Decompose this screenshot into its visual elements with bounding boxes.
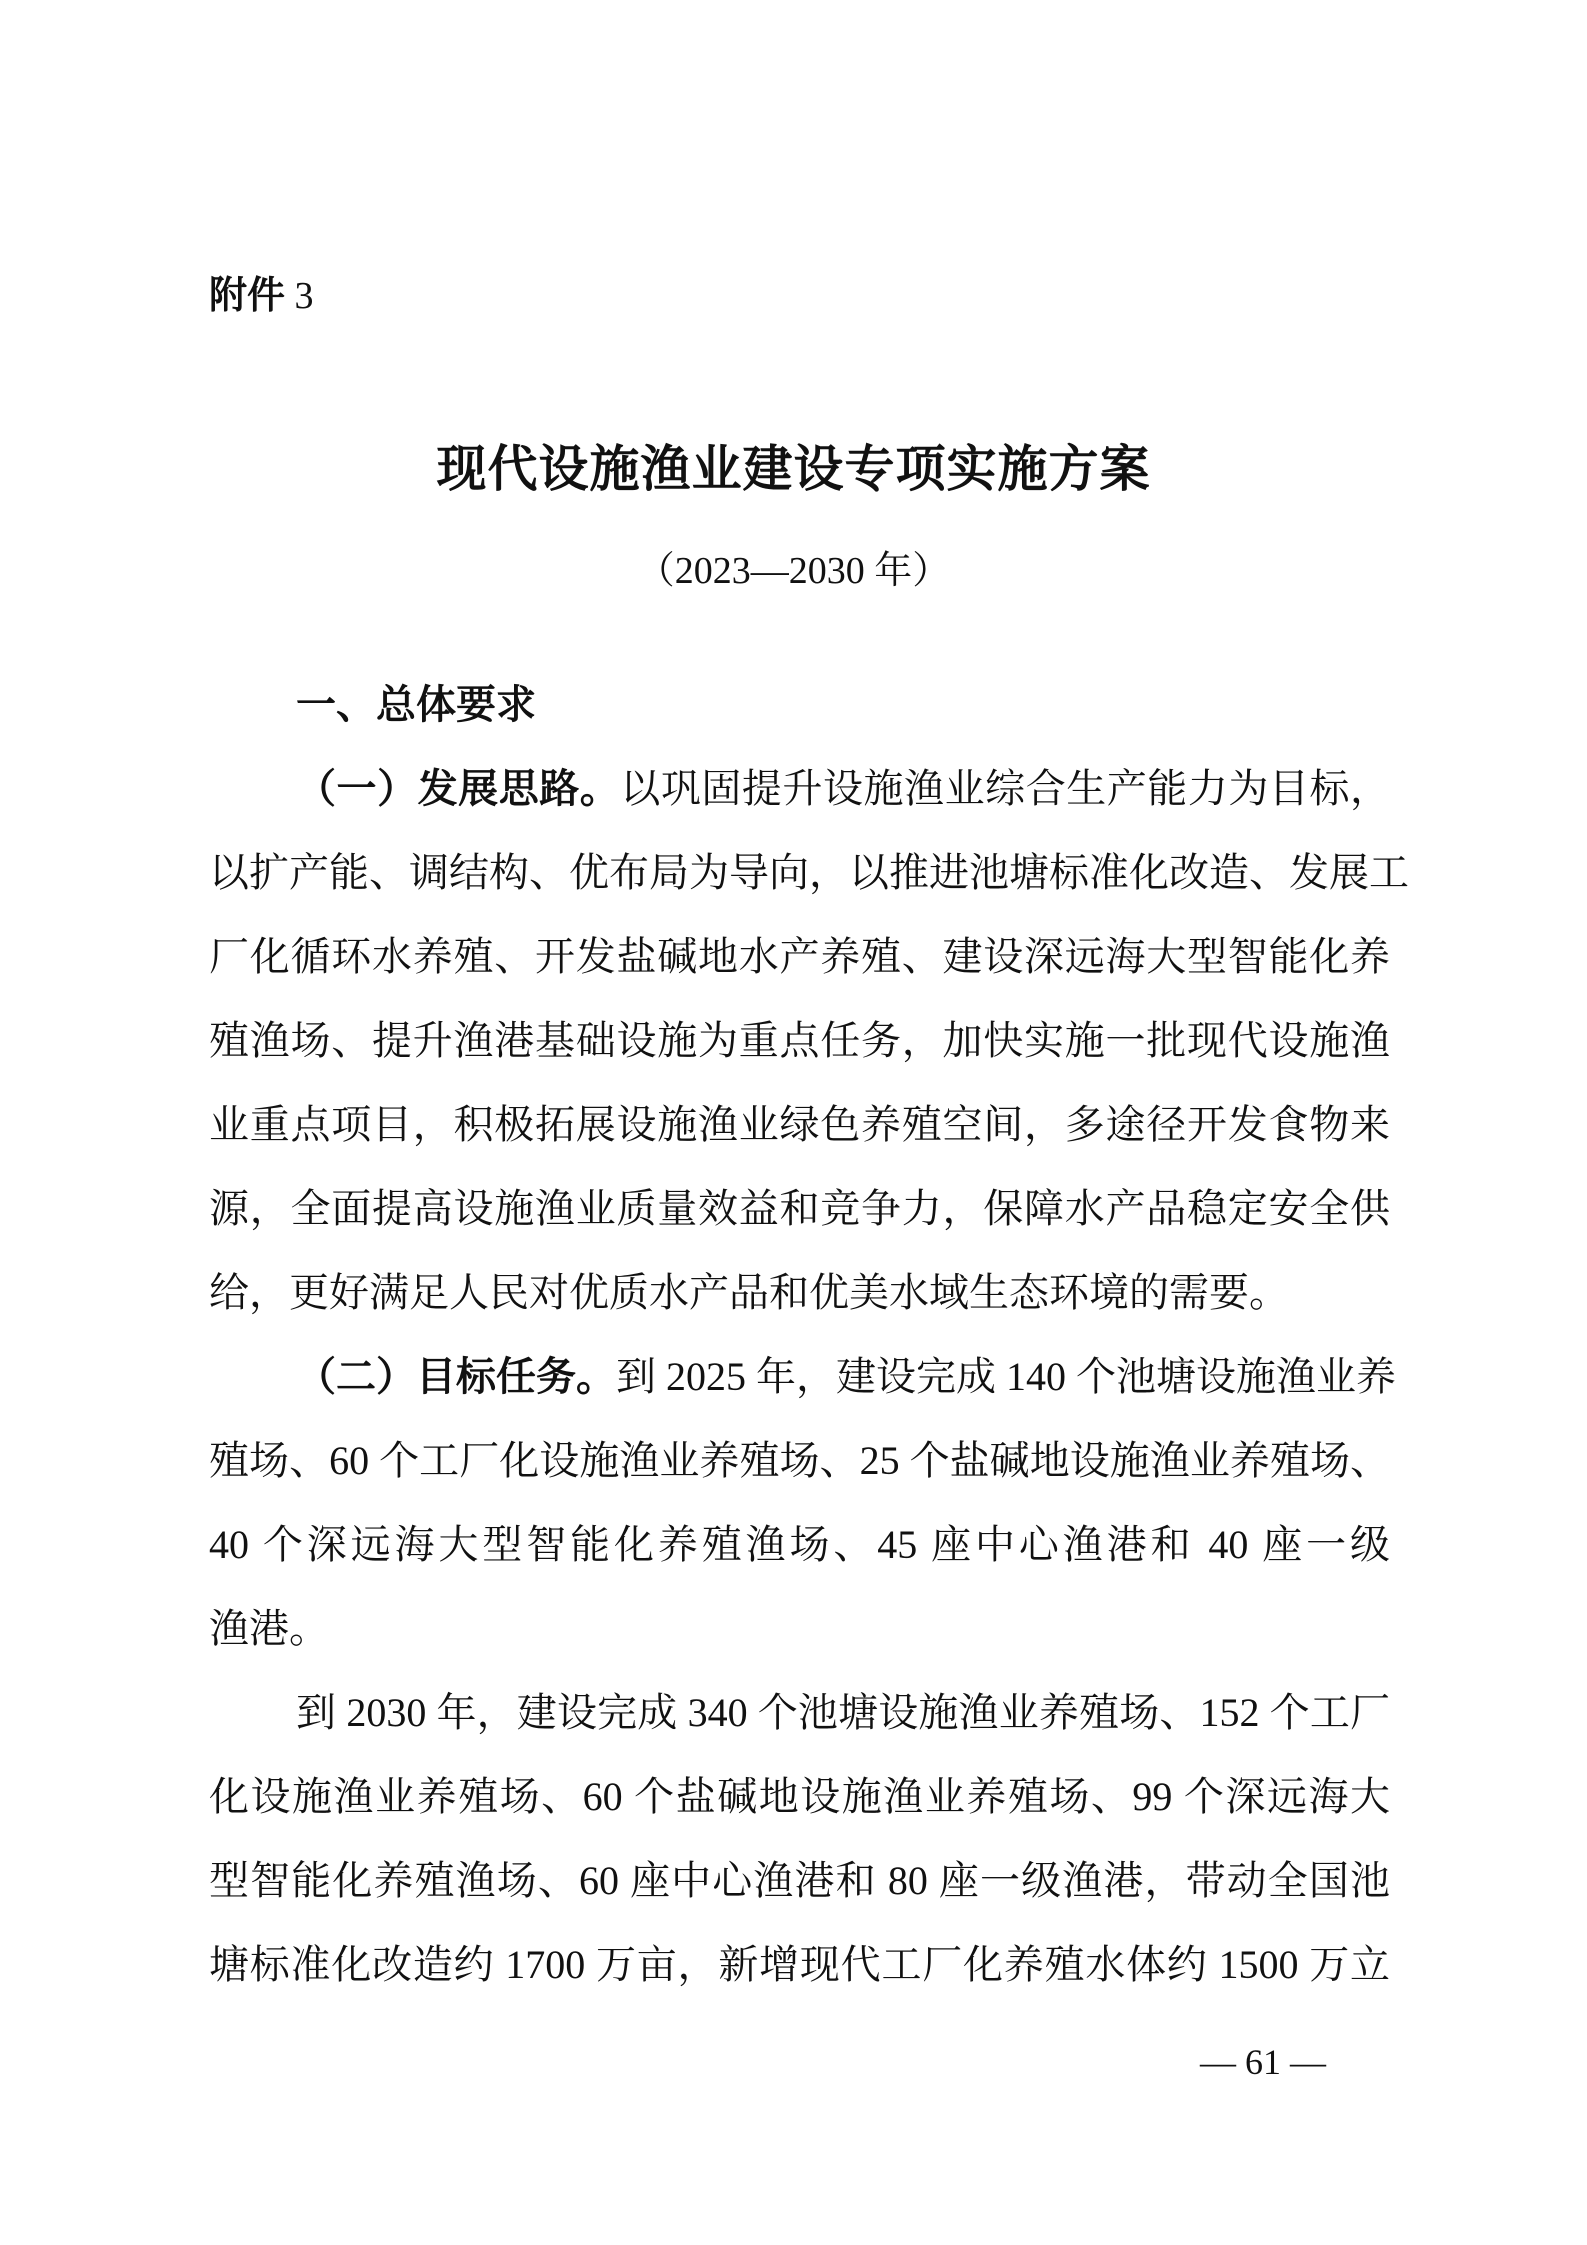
paragraph-line: 给，更好满足人民对优质水产品和优美水域生态环境的需要。 bbox=[209, 1270, 1289, 1315]
paragraph-line: 到 2030 年，建设完成 340 个池塘设施渔业养殖场、152 个工厂 bbox=[296, 1690, 1390, 1735]
paragraph-lead: （一）发展思路。 bbox=[296, 766, 621, 811]
attachment-number: 3 bbox=[294, 275, 314, 317]
document-body bbox=[209, 663, 1409, 2007]
paragraph-line: 塘标准化改造约 1700 万亩，新增现代工厂化养殖水体约 1500 万立 bbox=[209, 1942, 1390, 1987]
section-heading: 一、总体要求 bbox=[296, 682, 536, 727]
paragraph-line: 厂化循环水养殖、开发盐碱地水产养殖、建设深远海大型智能化养 bbox=[209, 934, 1390, 979]
paragraph-line: 渔港。 bbox=[209, 1606, 329, 1651]
paragraph-line: 殖渔场、提升渔港基础设施为重点任务，加快实施一批现代设施渔 bbox=[209, 1018, 1390, 1063]
document-subtitle: （2023—2030 年） bbox=[636, 550, 951, 592]
line-text: 到 2025 年，建设完成 140 个池塘设施渔业养 bbox=[616, 1354, 1396, 1399]
attachment-text: 附件 bbox=[209, 275, 286, 317]
paragraph-line: 以扩产能、调结构、优布局为导向，以推进池塘标准化改造、发展工 bbox=[209, 850, 1409, 895]
attachment-label bbox=[209, 270, 314, 322]
paragraph-line: 型智能化养殖渔场、60 座中心渔港和 80 座一级渔港，带动全国池 bbox=[209, 1858, 1390, 1903]
paragraph-line: 殖场、60 个工厂化设施渔业养殖场、25 个盐碱地设施渔业养殖场、 bbox=[209, 1438, 1390, 1483]
paragraph-line: 业重点项目，积极拓展设施渔业绿色养殖空间，多途径开发食物来 bbox=[209, 1102, 1390, 1147]
page-number: — 61 — bbox=[1200, 2042, 1326, 2082]
paragraph-line: 化设施渔业养殖场、60 个盐碱地设施渔业养殖场、99 个深远海大 bbox=[209, 1774, 1390, 1819]
paragraph-line: 40 个深远海大型智能化养殖渔场、45 座中心渔港和 40 座一级 bbox=[209, 1522, 1390, 1567]
paragraph-line: 源，全面提高设施渔业质量效益和竞争力，保障水产品稳定安全供 bbox=[209, 1186, 1390, 1231]
paragraph-lead: （二）目标任务。 bbox=[296, 1354, 616, 1399]
paragraph-line bbox=[209, 747, 1390, 831]
paragraph-line bbox=[209, 1335, 1396, 1419]
document-title: 现代设施渔业建设专项实施方案 bbox=[436, 441, 1151, 497]
line-text: 以巩固提升设施渔业综合生产能力为目标， bbox=[620, 766, 1391, 811]
